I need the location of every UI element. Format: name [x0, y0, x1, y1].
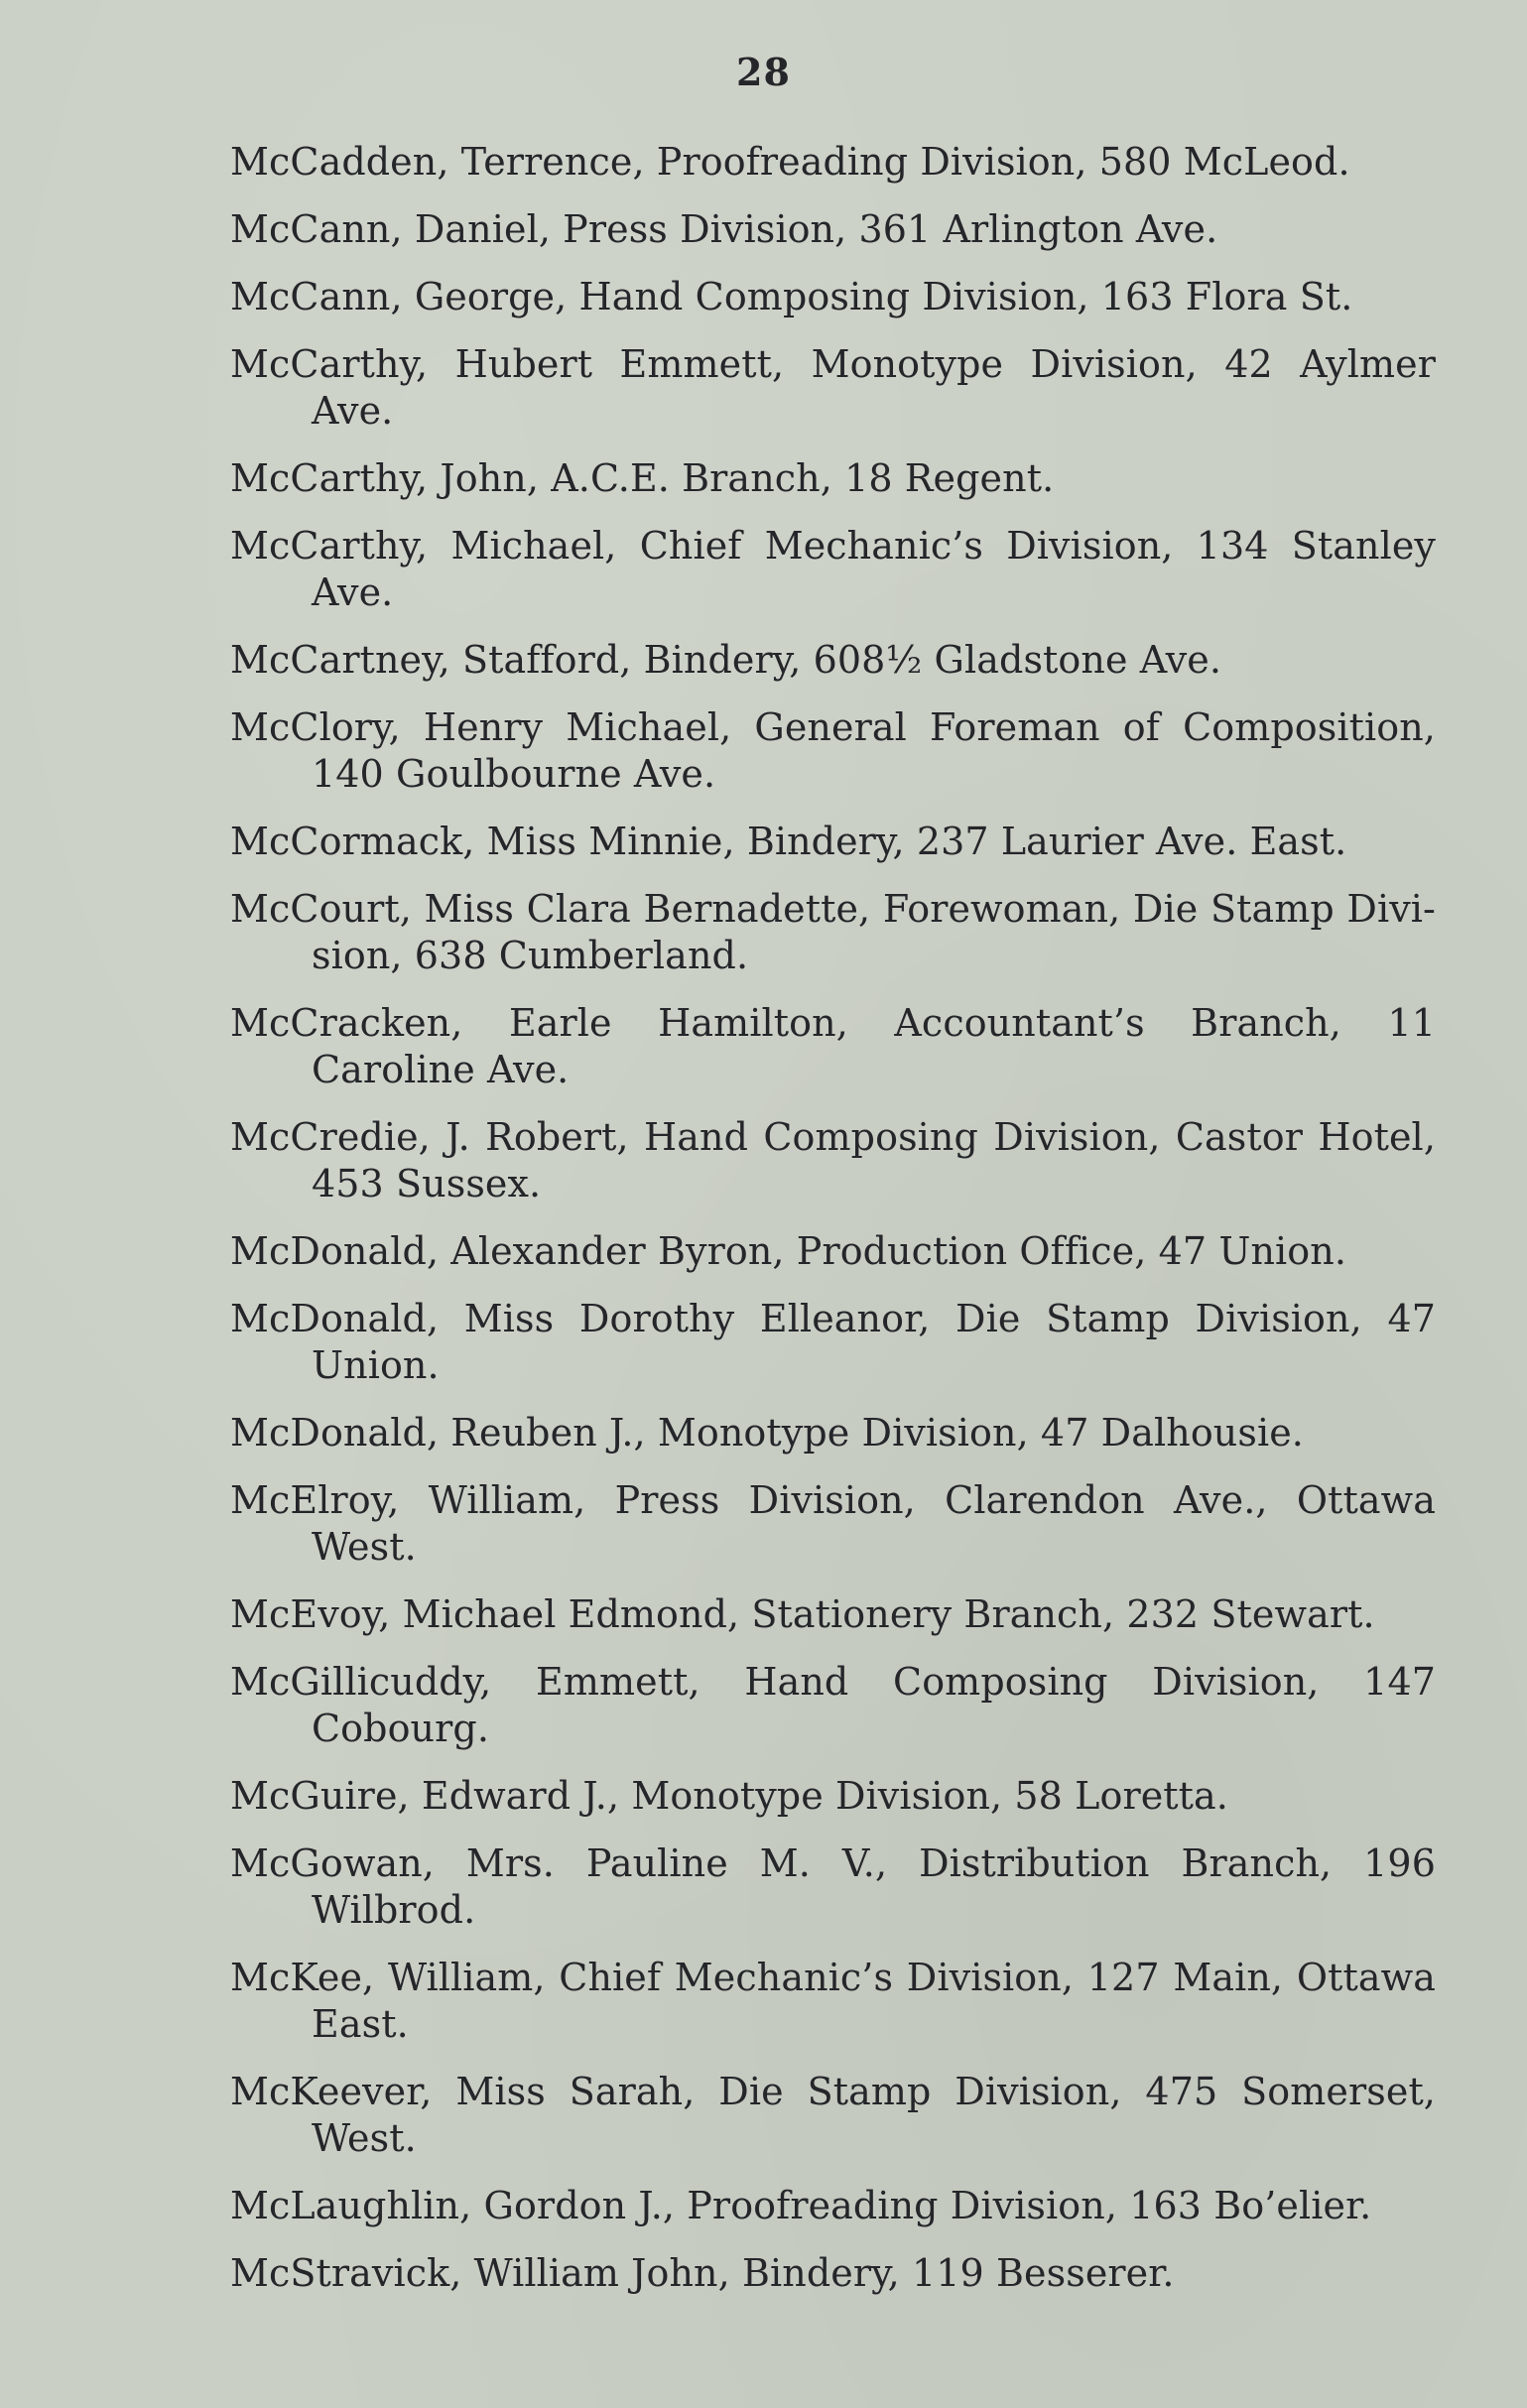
directory-entry: McGuire, Edward J., Monotype Division, 58 Loretta. — [230, 1774, 1228, 1818]
directory-entry: McStravick, William John, Bindery, 119 Besserer. — [230, 2251, 1175, 2295]
directory-entry: McCarthy, John, A.C.E. Branch, 18 Regent. — [230, 456, 1055, 500]
directory-entry: McCracken, Earle Hamilton, Accountant’s Branch, 11 Caroline Ave. — [230, 1001, 1436, 1091]
directory-entry: McGillicuddy, Emmett, Hand Composing Division, 147 Cobourg. — [230, 1660, 1436, 1750]
directory-entry: McCredie, J. Robert, Hand Composing Division, Castor Hotel, 453 Sussex. — [230, 1115, 1436, 1205]
directory-entry: McCarthy, Hubert Emmett, Monotype Division, 42 Aylmer Ave. — [230, 342, 1436, 433]
directory-list — [230, 139, 1436, 2318]
directory-entry: McKee, William, Chief Mechanic’s Division, 127 Main, Ottawa East. — [230, 1956, 1436, 2046]
directory-entry: McGowan, Mrs. Pauline M. V., Distribution Branch, 196 Wilbrod. — [230, 1841, 1436, 1932]
directory-entry: McCormack, Miss Minnie, Bindery, 237 Laurier Ave. East. — [230, 820, 1347, 863]
directory-entry: McDonald, Miss Dorothy Elleanor, Die Stamp Division, 47 Union. — [230, 1297, 1436, 1387]
directory-entry: McCann, George, Hand Composing Division, 163 Flora St. — [230, 275, 1353, 318]
directory-entry: McDonald, Reuben J., Monotype Division, 47 Dalhousie. — [230, 1411, 1304, 1455]
directory-entry: McCann, Daniel, Press Division, 361 Arlington Ave. — [230, 207, 1218, 251]
directory-entry: McLaughlin, Gordon J., Proofreading Division, 163 Bo’elier. — [230, 2184, 1372, 2227]
directory-entry: McElroy, William, Press Division, Clarendon Ave., Ottawa West. — [230, 1478, 1436, 1569]
directory-entry: McKeever, Miss Sarah, Die Stamp Division, 475 Somerset, West. — [230, 2070, 1436, 2160]
page-number: 28 — [736, 50, 791, 94]
directory-entry: McDonald, Alexander Byron, Production Office, 47 Union. — [230, 1229, 1346, 1273]
directory-entry: McCarthy, Michael, Chief Mechanic’s Division, 134 Stanley Ave. — [230, 524, 1436, 614]
directory-entry: McEvoy, Michael Edmond, Stationery Branch, 232 Stewart. — [230, 1592, 1375, 1636]
directory-entry: McCourt, Miss Clara Bernadette, Forewoman, Die Stamp Divi-sion, 638 Cumberland. — [230, 887, 1436, 977]
directory-entry: McCadden, Terrence, Proofreading Division, 580 McLeod. — [230, 140, 1350, 184]
directory-entry: McCartney, Stafford, Bindery, 608½ Gladstone Ave. — [230, 638, 1222, 682]
directory-entry: McClory, Henry Michael, General Foreman of Composition, 140 Goulbourne Ave. — [230, 705, 1436, 796]
